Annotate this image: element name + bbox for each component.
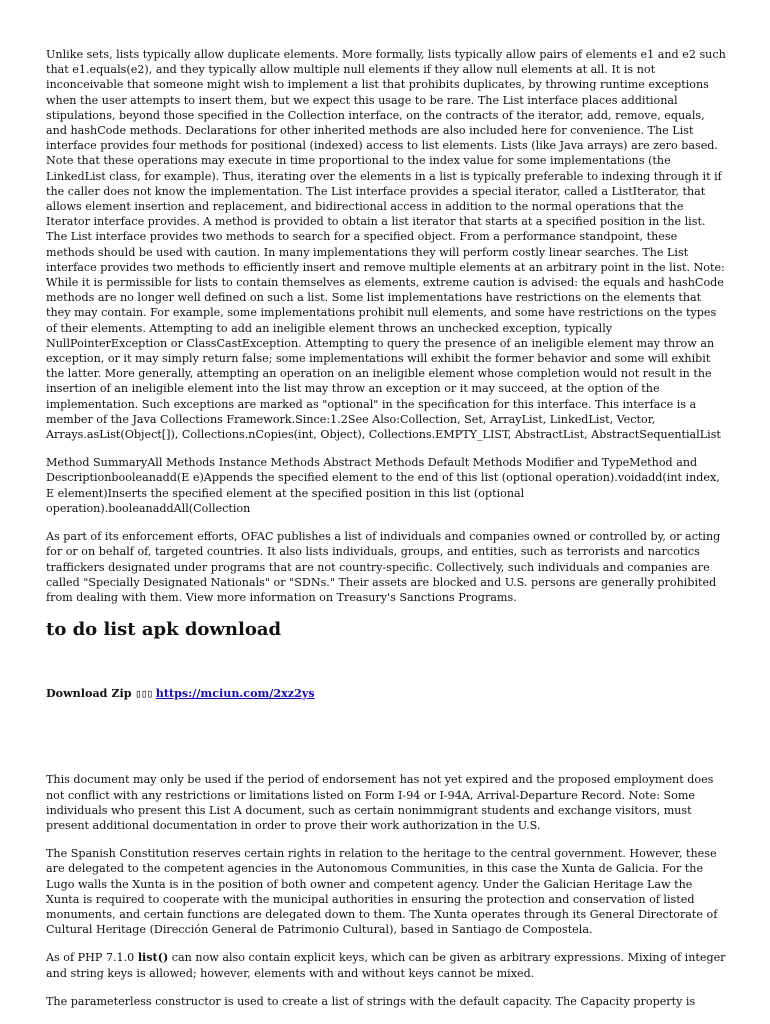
endorsement-paragraph: This document may only be used if the period of endorsement has not yet expired and the proposed employment does not conflict with any restrictions or limitations listed on Form I-94 or I-94A, Arrival-Departure Record. Note: Some individuals who present this List A document, such as certain nonimmigrant students and exchange visitors, must present additional documentation in order to prove their work authorization in the U.S. <box>46 773 714 832</box>
method-summary-paragraph: Method SummaryAll Methods Instance Methods Abstract Methods Default Methods Modifier and TypeMethod and Descriptionbooleanadd(E e)Appends the specified element to the end of this list (optional operation).voidadd(int index, E element)Inserts the specified element at the specified position in this list (optional operation).booleanaddAll(Collection <box>46 456 720 515</box>
download-line <box>46 686 726 701</box>
document-body <box>46 47 726 1022</box>
constructor-paragraph: The parameterless constructor is used to create a list of strings with the default capacity. The Capacity property is <box>46 994 696 1008</box>
php-list-keyword: list() <box>137 951 169 965</box>
download-zip-label: Download Zip <box>46 687 132 701</box>
php-paragraph <box>46 950 726 980</box>
spanish-constitution-paragraph: The Spanish Constitution reserves certain rights in relation to the heritage to the central government. However, these are delegated to the competent agencies in the Autonomous Communities, in this case the Xunta de Galicia. For the Lugo walls the Xunta is in the position of both owner and competent agency. Under the Galician Heritage Law the Xunta is required to cooperate with the municipal authorities in ensuring the protection and conservation of listed monuments, and certain functions are delegated down to them. The Xunta operates through its General Directorate of Cultural Heritage (Dirección General de Patrimonio Cultural), based in Santiago de Compostela. <box>46 847 718 937</box>
ofac-paragraph: As part of its enforcement efforts, OFAC publishes a list of individuals and companies owned or controlled by, or acting for or on behalf of, targeted countries. It also lists individuals, groups, and entities, such as terrorists and narcotics traffickers designated under programs that are not country-specific. Collectively, such individuals and companies are called "Specially Designated Nationals" or "SDNs." Their assets are blocked and U.S. persons are generally prohibited from dealing with them. View more information on Treasury's Sanctions Programs. <box>46 530 721 604</box>
list-interface-paragraph: Unlike sets, lists typically allow duplicate elements. More formally, lists typically allow pairs of elements e1 and e2 such that e1.equals(e2), and they typically allow multiple null elements if they allow null elements at all. It is not inconceivable that someone might wish to implement a list that prohibits duplicates, by throwing runtime exceptions when the user attempts to insert them, but we expect this usage to be rare. The List interface places additional stipulations, beyond those specified in the Collection interface, on the contracts of the iterator, add, remove, equals, and hashCode methods. Declarations for other inherited methods are also included here for convenience. The List interface provides four methods for positional (indexed) access to list elements. Lists (like Java arrays) are zero based. Note that these operations may execute in time proportional to the index value for some implementations (the LinkedList class, for example). Thus, iterating over the elements in a list is typically preferable to indexing through it if the caller does not know the implementation. The List interface provides a special iterator, called a ListIterator, that allows element insertion and replacement, and bidirectional access in addition to the normal operations that the Iterator interface provides. A method is provided to obtain a list iterator that starts at a specified position in the list. The List interface provides two methods to search for a specified object. From a performance standpoint, these methods should be used with caution. In many implementations they will perform costly linear searches. The List interface provides two methods to efficiently insert and remove multiple elements at an arbitrary point in the list. Note: While it is permissible for lists to contain themselves as elements, extreme caution is advised: the equals and hashCode methods are no longer well defined on such a list. Some list implementations have restrictions on the elements that they may contain. For example, some implementations prohibit null elements, and some have restrictions on the types of their elements. Attempting to add an ineligible element throws an unchecked exception, typically NullPointerException or ClassCastException. Attempting to query the presence of an ineligible element may throw an exception, or it may simply return false; some implementations will exhibit the former behavior and some will exhibit the latter. More generally, attempting an operation on an ineligible element whose completion would not result in the insertion of an ineligible element into the list may throw an exception or it may succeed, at the option of the implementation. Such exceptions are marked as "optional" in the specification for this interface. This interface is a member of the Java Collections Framework.Since:1.2See Also:Collection, Set, ArrayList, LinkedList, Vector, Arrays.asList(Object[]), Collections.nCopies(int, Object), Collections.EMPTY_LIST, AbstractList, AbstractSequentialList <box>46 48 726 442</box>
arrow-glyphs-icon: ▯▯▯ <box>135 687 153 701</box>
php-text-suffix: can now also contain explicit keys, which can be given as arbitrary expressions. Mixing of integer and string keys is allowed; however, elements with and without keys cannot be mixed. <box>46 951 726 980</box>
page-title: to do list apk download <box>46 619 282 641</box>
download-link[interactable]: https://mciun.com/2xz2ys <box>155 687 315 701</box>
php-text-prefix: As of PHP 7.1.0 <box>46 951 138 965</box>
